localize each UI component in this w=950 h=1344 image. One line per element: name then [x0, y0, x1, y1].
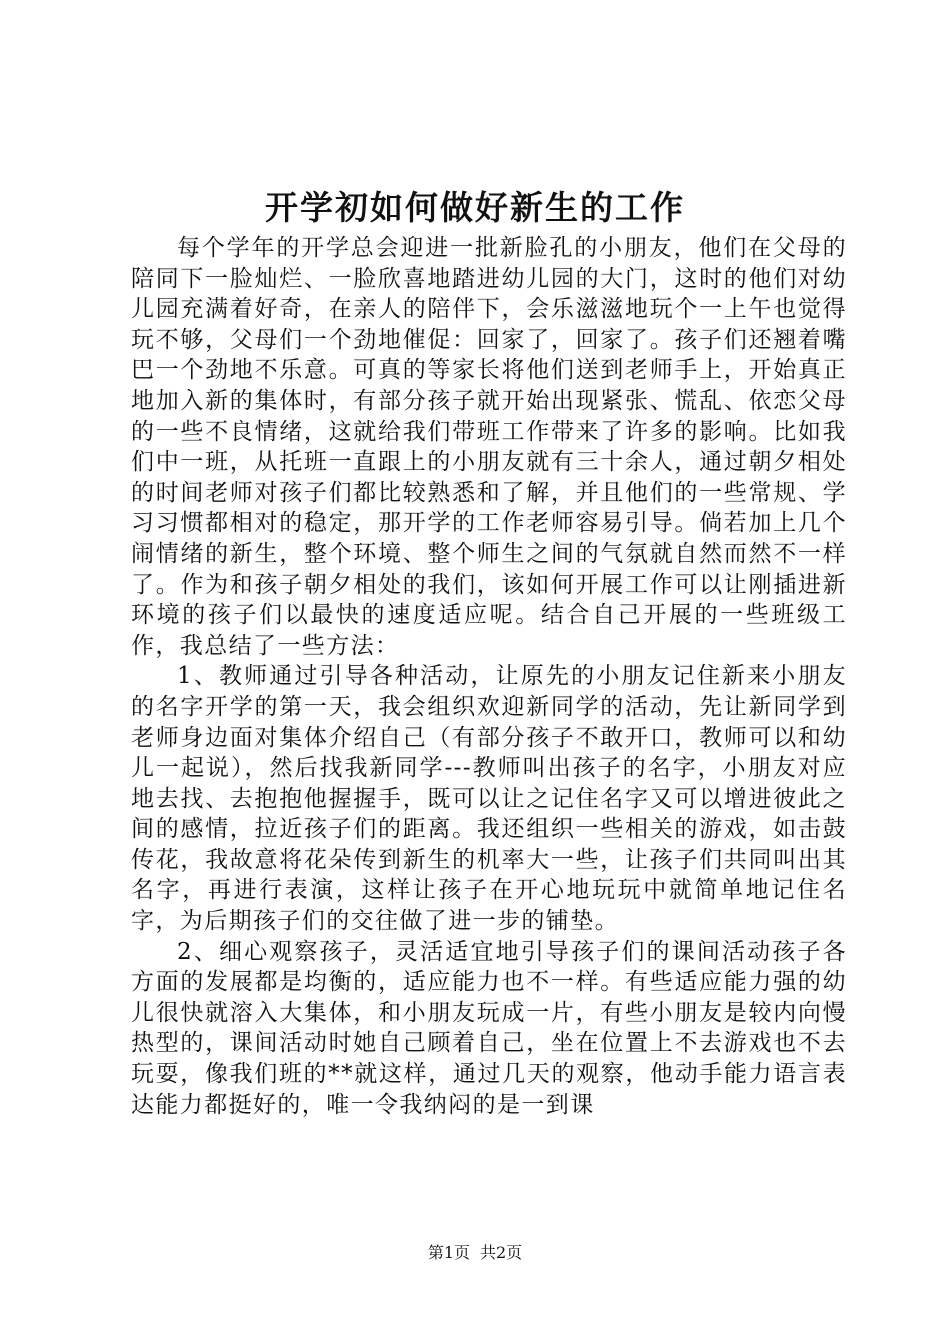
document-body — [131, 233, 847, 1120]
paragraph-method-2: 2、细心观察孩子，灵活适宜地引导孩子们的课间活动孩子各方面的发展都是均衡的，适应能力也不一样。有些适应能力强的幼儿很快就溶入大集体，和小朋友玩成一片，有些小朋友是较内向慢热型的，课间活动时她自己顾着自己，坐在位置上不去游戏也不去玩耍，像我们班的**就这样，通过几天的观察，他动手能力语言表达能力都挺好的，唯一令我纳闷的是一到课 — [131, 938, 847, 1118]
paragraph-method-1: 1、教师通过引导各种活动，让原先的小朋友记住新来小朋友的名字开学的第一天，我会组织欢迎新同学的活动，先让新同学到老师身边面对集体介绍自己（有部分孩子不敢开口，教师可以和幼儿一起说），然后找我新同学---教师叫出孩子的名字，小朋友对应地去找、去抱抱他握握手，既可以让之记住名字又可以增进彼此之间的感情，拉近孩子们的距离。我还组织一些相关的游戏，如击鼓传花，我故意将花朵传到新生的机率大一些，让孩子们共同叫出其名字，再进行表演，这样让孩子在开心地玩玩中就简单地记住名字，为后期孩子们的交往做了进一步的铺垫。 — [131, 663, 847, 935]
paragraph-intro: 每个学年的开学总会迎进一批新脸孔的小朋友，他们在父母的陪同下一脸灿烂、一脸欣喜地踏进幼儿园的大门，这时的他们对幼儿园充满着好奇，在亲人的陪伴下，会乐滋滋地玩个一上午也觉得玩不够，父母们一个劲地催促：回家了，回家了。孩子们还翘着嘴巴一个劲地不乐意。可真的等家长将他们送到老师手上，开始真正地加入新的集体时，有部分孩子就开始出现紧张、慌乱、依恋父母的一些不良情绪，这就给我们带班工作带来了许多的影响。比如我们中一班，从托班一直跟上的小朋友就有三十余人，通过朝夕相处的时间老师对孩子们都比较熟悉和了解，并且他们的一些常规、学习习惯都相对的稳定，那开学的工作老师容易引导。倘若加上几个闹情绪的新生，整个环境、整个师生之间的气氛就自然而然不一样了。作为和孩子朝夕相处的我们，该如何开展工作可以让刚插进新环境的孩子们以最快的速度适应呢。结合自己开展的一些班级工作，我总结了一些方法： — [131, 235, 847, 659]
page-footer — [0, 1242, 950, 1264]
page-title: 开学初如何做好新生的工作 — [265, 188, 685, 227]
page-number: 第1页 — [427, 1243, 470, 1262]
page-total: 共2页 — [480, 1243, 523, 1262]
